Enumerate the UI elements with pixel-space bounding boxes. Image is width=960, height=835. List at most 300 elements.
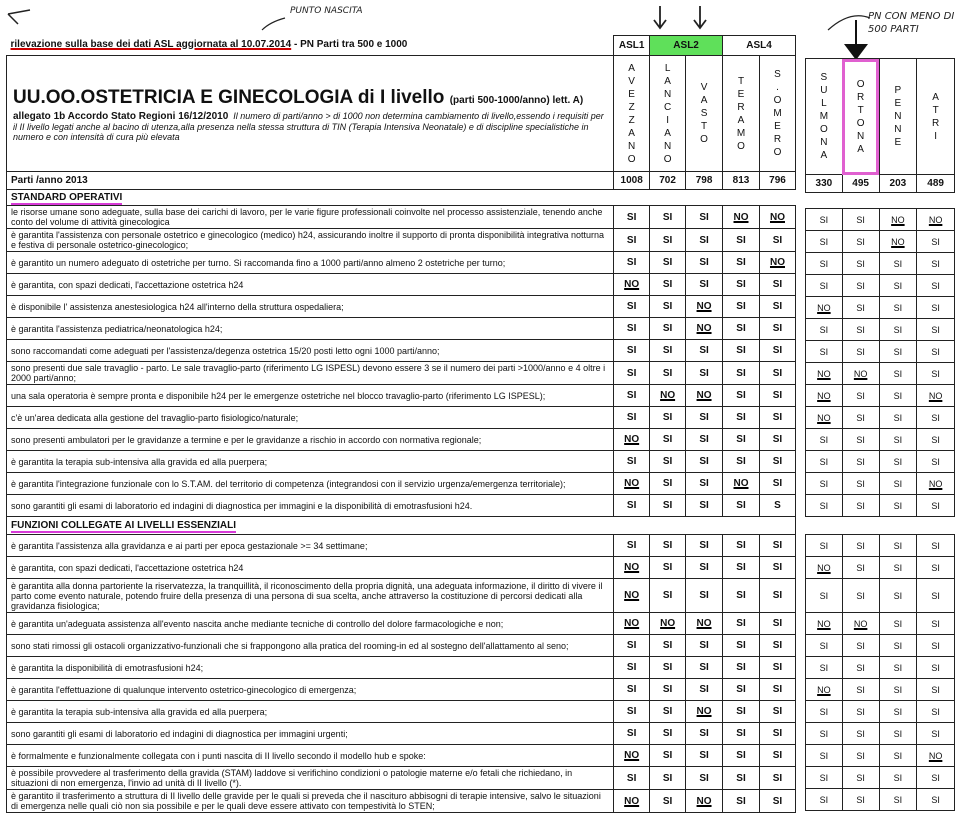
hospital-name-avezzano: [614, 56, 650, 172]
table-row: [7, 451, 796, 473]
status-cell: SI: [879, 535, 917, 557]
status-cell: SI: [614, 318, 650, 340]
criterion-label: sono garantiti gli esami di laboratorio ed indagini di diagnostica per immagini e la disponibilità di emotrasfusioni h24.: [7, 495, 614, 517]
status-cell: SI: [650, 473, 686, 495]
hospital-letter: I: [666, 114, 669, 126]
table-row: [7, 657, 796, 679]
status-cell: SI: [650, 318, 686, 340]
hospital-letter: E: [628, 88, 635, 100]
table-row: [806, 297, 955, 319]
status-cell: SI: [917, 495, 955, 517]
status-cell: SI: [879, 723, 917, 745]
table-row: [806, 473, 955, 495]
title-cell: [7, 56, 614, 172]
hospital-letter: A: [857, 143, 864, 155]
status-cell: SI: [759, 274, 795, 296]
status-cell: SI: [759, 429, 795, 451]
status-cell: SI: [842, 767, 879, 789]
hospital-letter: R: [773, 134, 782, 145]
status-cell: SI: [723, 557, 760, 579]
status-cell: SI: [686, 429, 723, 451]
status-cell: NO: [917, 385, 955, 407]
status-cell: SI: [806, 745, 843, 767]
criterion-label: è garantita l'assistenza pediatrica/neonatologica h24;: [7, 318, 614, 340]
status-cell: SI: [723, 429, 760, 451]
status-cell: SI: [842, 635, 879, 657]
status-cell: SI: [917, 297, 955, 319]
status-cell: SI: [842, 253, 879, 275]
status-cell: SI: [650, 296, 686, 318]
table-row: [7, 407, 796, 429]
hospital-letter: O: [700, 134, 708, 145]
status-cell: SI: [879, 385, 917, 407]
status-cell: SI: [879, 429, 917, 451]
hospital-letter: A: [628, 127, 635, 139]
status-cell: SI: [759, 385, 795, 407]
hospital-letter: M: [736, 127, 746, 139]
status-cell: SI: [842, 319, 879, 341]
hospital-letter: N: [663, 88, 672, 100]
table-row: [7, 229, 796, 252]
status-cell: SI: [686, 657, 723, 679]
hospital-name-lanciano: [650, 56, 686, 172]
table-row: [7, 252, 796, 274]
hospital-letter: N: [894, 124, 902, 135]
hospital-letter: N: [663, 140, 672, 152]
status-cell: SI: [879, 657, 917, 679]
status-cell: SI: [650, 557, 686, 579]
status-cell: SI: [879, 341, 917, 363]
status-cell: SI: [686, 206, 723, 229]
parti-count: 489: [917, 175, 955, 193]
hospital-letter: I: [934, 130, 937, 142]
status-cell: SI: [879, 745, 917, 767]
section-funzioni: FUNZIONI COLLEGATE AI LIVELLI ESSENZIALI: [7, 517, 796, 535]
status-cell: SI: [614, 657, 650, 679]
status-cell: SI: [879, 767, 917, 789]
hospital-letter: S: [700, 108, 708, 119]
table-row: [7, 723, 796, 745]
status-cell: SI: [723, 229, 760, 252]
big-down-arrow-icon: [844, 20, 868, 60]
status-cell: SI: [917, 657, 955, 679]
table-row: [806, 319, 955, 341]
status-cell: NO: [806, 613, 843, 635]
status-cell: SI: [917, 319, 955, 341]
status-cell: SI: [686, 679, 723, 701]
status-cell: SI: [686, 635, 723, 657]
status-cell: SI: [879, 253, 917, 275]
hospital-letter: Z: [628, 114, 635, 126]
status-cell: SI: [614, 296, 650, 318]
criterion-label: sono stati rimossi gli ostacoli organizzativo-funzionali che si frappongono alla pratica del rooming-in ed al sostegno dell'allattamento al seno;: [7, 635, 614, 657]
status-cell: NO: [614, 790, 650, 813]
status-cell: SI: [806, 723, 843, 745]
pn-range-text: - PN Parti tra 500 e 1000: [291, 39, 408, 51]
table-row: [806, 679, 955, 701]
status-cell: SI: [759, 790, 795, 813]
status-cell: SI: [806, 657, 843, 679]
asl4-header: [723, 36, 796, 56]
criterion-label: è garantita la terapia sub-intensiva alla gravida ed alla puerpera;: [7, 451, 614, 473]
status-cell: SI: [806, 253, 843, 275]
hospital-letter: O: [773, 95, 782, 106]
status-cell: NO: [650, 613, 686, 635]
table-row: [7, 473, 796, 495]
hospital-letter: Z: [628, 101, 635, 113]
hospital-name-atri: [917, 59, 955, 175]
status-cell: SI: [806, 579, 843, 613]
status-cell: SI: [650, 362, 686, 385]
status-cell: SI: [806, 701, 843, 723]
status-cell: SI: [614, 635, 650, 657]
status-cell: SI: [650, 635, 686, 657]
status-cell: SI: [686, 362, 723, 385]
status-cell: SI: [842, 209, 879, 231]
status-cell: SI: [842, 557, 879, 579]
status-cell: SI: [879, 297, 917, 319]
status-cell: SI: [842, 407, 879, 429]
status-cell: SI: [686, 579, 723, 613]
status-cell: SI: [806, 319, 843, 341]
status-cell: SI: [650, 701, 686, 723]
status-cell: SI: [879, 495, 917, 517]
status-cell: SI: [842, 429, 879, 451]
status-cell: SI: [723, 252, 760, 274]
hospital-letter: R: [857, 91, 865, 103]
status-cell: SI: [806, 767, 843, 789]
hospital-letter: U: [820, 85, 828, 96]
criterion-label: è garantita la disponibilità di emotrasfusioni h24;: [7, 657, 614, 679]
hospital-letter: R: [932, 117, 940, 129]
page-title: UU.OO.OSTETRICIA E GINECOLOGIA di I livello: [13, 87, 445, 108]
status-cell: SI: [650, 790, 686, 813]
table-row: [7, 701, 796, 723]
status-cell: SI: [614, 451, 650, 473]
table-row: [7, 790, 796, 813]
status-cell: SI: [917, 535, 955, 557]
status-cell: SI: [842, 341, 879, 363]
status-cell: SI: [686, 473, 723, 495]
status-cell: SI: [759, 296, 795, 318]
status-cell: SI: [759, 579, 795, 613]
status-cell: SI: [917, 579, 955, 613]
status-cell: SI: [879, 789, 917, 811]
status-cell: NO: [806, 557, 843, 579]
status-cell: SI: [723, 790, 760, 813]
status-cell: SI: [917, 275, 955, 297]
criterion-label: è possibile provvedere al trasferimento della gravida (STAM) laddove si verifichino condizioni o patologie materne e/o fetali che richiedano, in situazioni di non emergenza, l'invio ad unità di II livello (*).: [7, 767, 614, 790]
status-cell: NO: [614, 274, 650, 296]
status-cell: NO: [842, 613, 879, 635]
hospital-name-sulmona: [806, 59, 843, 175]
hospital-letter: A: [664, 127, 671, 139]
status-cell: NO: [614, 579, 650, 613]
hospital-letter: A: [737, 114, 745, 126]
status-cell: SI: [842, 231, 879, 253]
hospital-letter: E: [894, 98, 902, 109]
status-cell: SI: [917, 341, 955, 363]
criterion-label: è garantita, con spazi dedicati, l'accettazione ostetrica h24: [7, 274, 614, 296]
down-arrow-icon: [654, 6, 666, 28]
status-cell: SI: [614, 407, 650, 429]
pn-meno-note: PN CON MENO DI 500 PARTI: [868, 11, 955, 35]
table-row: [806, 341, 955, 363]
asl2-header: [650, 36, 723, 56]
table-row: [7, 429, 796, 451]
hospital-letter: M: [773, 108, 782, 119]
status-cell: NO: [759, 252, 795, 274]
table-row: [806, 535, 955, 557]
status-cell: SI: [759, 473, 795, 495]
parti-count: 702: [650, 172, 686, 190]
status-cell: NO: [686, 318, 723, 340]
hospital-letter: E: [774, 121, 781, 132]
status-cell: NO: [614, 429, 650, 451]
hospital-letter: A: [628, 62, 635, 74]
status-cell: SI: [723, 579, 760, 613]
status-cell: SI: [879, 363, 917, 385]
hospital-letter: A: [820, 150, 828, 161]
status-cell: SI: [650, 407, 686, 429]
table-row: [7, 745, 796, 767]
table-row: [7, 579, 796, 613]
status-cell: SI: [806, 451, 843, 473]
table-row: [806, 745, 955, 767]
table-row: [7, 495, 796, 517]
status-cell: SI: [650, 451, 686, 473]
status-cell: NO: [806, 407, 843, 429]
arrow-icon: [8, 10, 30, 24]
parti-count: 813: [723, 172, 760, 190]
status-cell: SI: [806, 635, 843, 657]
status-cell: SI: [723, 318, 760, 340]
status-cell: SI: [842, 385, 879, 407]
arrow-icon: [262, 18, 285, 30]
hospital-name-penne: [879, 59, 917, 175]
criterion-label: è garantita un'adeguata assistenza all'evento nascita anche mediante tecniche di controllo del dolore farmacologiche e non;: [7, 613, 614, 635]
criterion-label: è garantita l'assistenza alla gravidanza e ai parti per epoca gestazionale >= 34 settimane;: [7, 535, 614, 557]
status-cell: SI: [842, 451, 879, 473]
table-row: [7, 206, 796, 229]
status-cell: SI: [806, 535, 843, 557]
small-pn-table: [805, 58, 955, 811]
hospital-letter: O: [773, 147, 782, 158]
status-cell: NO: [614, 745, 650, 767]
status-cell: SI: [806, 275, 843, 297]
hospital-letter: O: [737, 140, 745, 152]
table-row: [806, 209, 955, 231]
status-cell: SI: [879, 701, 917, 723]
hospital-letter: A: [700, 95, 708, 106]
table-row: [7, 535, 796, 557]
table-row: [806, 613, 955, 635]
parti-label: Parti /anno 2013: [7, 172, 614, 190]
status-cell: SI: [917, 723, 955, 745]
hospital-letter: M: [819, 111, 829, 122]
hospital-letter: N: [894, 111, 902, 122]
status-cell: SI: [842, 535, 879, 557]
hospital-letter: T: [737, 75, 745, 87]
status-cell: SI: [650, 657, 686, 679]
status-cell: SI: [759, 767, 795, 790]
status-cell: SI: [806, 495, 843, 517]
table-row: [7, 767, 796, 790]
criterion-label: è garantito il trasferimento a struttura di II livello delle gravide per le quali si preveda che il nascituro abbisogni di terapie intensive, salvo le situazioni di emergenza nelle quali ciò non sia possibile e per le quali deve essere attivato con tempestività lo STEN;: [7, 790, 614, 813]
status-cell: SI: [759, 535, 795, 557]
table-row: [806, 275, 955, 297]
status-cell: SI: [759, 407, 795, 429]
status-cell: SI: [917, 253, 955, 275]
parti-count: 1008: [614, 172, 650, 190]
parti-count: 203: [879, 175, 917, 193]
hospital-letter: N: [857, 130, 865, 142]
hospital-letter: O: [627, 153, 636, 165]
status-cell: SI: [879, 473, 917, 495]
status-cell: SI: [806, 473, 843, 495]
status-cell: SI: [759, 679, 795, 701]
status-cell: SI: [806, 789, 843, 811]
criterion-label: è garantita alla donna partoriente la riservatezza, la tranquillità, il riconoscimento della propria dignità, una adeguata informazione, il diritto di vivere il parto come evento naturale, potendo fruire della presenza di una persona di sua scelta, anche attraverso la costituzione di percorsi dedicati alla gravidanza fisiologica;: [7, 579, 614, 613]
hospital-letter: O: [856, 117, 865, 129]
status-cell: SI: [879, 635, 917, 657]
status-cell: SI: [723, 340, 760, 362]
status-cell: SI: [723, 495, 760, 517]
down-arrow-icon: [694, 6, 706, 28]
status-cell: NO: [917, 745, 955, 767]
status-cell: SI: [879, 407, 917, 429]
table-row: [806, 579, 955, 613]
status-cell: SI: [723, 613, 760, 635]
status-cell: SI: [879, 451, 917, 473]
table-row: [806, 231, 955, 253]
hospital-letter: T: [701, 121, 708, 132]
criterion-label: è garantita l'assistenza con personale ostetrico e ginecologico (medico) h24, assicurando inoltre il supporto di pronta disponibilità integrativa notturna e festiva di personale ostetrico-ginecologico;: [7, 229, 614, 252]
status-cell: NO: [806, 385, 843, 407]
status-cell: SI: [723, 407, 760, 429]
criterion-label: una sala operatoria è sempre pronta e disponibile h24 per le emergenze ostetriche nel blocco travaglio-parto (riferimento LG ISPESL);: [7, 385, 614, 407]
hospital-letter: A: [664, 75, 671, 87]
status-cell: NO: [686, 613, 723, 635]
hospital-letter: S: [820, 72, 828, 83]
table-row: [806, 701, 955, 723]
status-cell: SI: [879, 679, 917, 701]
status-cell: NO: [917, 209, 955, 231]
status-cell: SI: [842, 745, 879, 767]
status-cell: SI: [686, 557, 723, 579]
hospital-letter: C: [663, 101, 672, 113]
table-row: [806, 789, 955, 811]
table-row: [7, 362, 796, 385]
status-cell: SI: [759, 318, 795, 340]
status-cell: NO: [686, 385, 723, 407]
punto-nascita-note: PUNTO NASCITA: [290, 6, 363, 16]
status-cell: SI: [842, 473, 879, 495]
status-cell: SI: [917, 429, 955, 451]
status-cell: SI: [614, 535, 650, 557]
status-cell: SI: [759, 362, 795, 385]
table-row: [806, 723, 955, 745]
table-row: [7, 385, 796, 407]
status-cell: SI: [650, 723, 686, 745]
status-cell: SI: [723, 701, 760, 723]
table-row: [806, 635, 955, 657]
parti-count: 495: [842, 175, 879, 193]
status-cell: NO: [723, 206, 760, 229]
criterion-label: è garantita, con spazi dedicati, l'accettazione ostetrica h24: [7, 557, 614, 579]
status-cell: SI: [614, 252, 650, 274]
status-cell: NO: [686, 790, 723, 813]
status-cell: SI: [806, 231, 843, 253]
status-cell: SI: [650, 495, 686, 517]
status-cell: SI: [686, 274, 723, 296]
table-row: [806, 767, 955, 789]
status-cell: SI: [879, 579, 917, 613]
status-cell: SI: [686, 407, 723, 429]
table-row: [806, 385, 955, 407]
status-cell: SI: [842, 297, 879, 319]
table-row: [7, 635, 796, 657]
status-cell: SI: [917, 789, 955, 811]
criterion-label: sono presenti ambulatori per le gravidanze a termine e per le gravidanze a rischio in accordo con normativa regionale;: [7, 429, 614, 451]
status-cell: NO: [806, 363, 843, 385]
status-cell: SI: [650, 767, 686, 790]
status-cell: SI: [686, 229, 723, 252]
status-cell: SI: [879, 319, 917, 341]
status-cell: SI: [650, 429, 686, 451]
table-row: [806, 363, 955, 385]
hospital-letter: T: [857, 104, 864, 116]
allegato-label: allegato 1b Accordo Stato Regioni 16/12/2010: [13, 111, 229, 122]
main-table: [6, 35, 796, 813]
status-cell: SI: [917, 407, 955, 429]
status-cell: SI: [759, 723, 795, 745]
status-cell: SI: [614, 495, 650, 517]
status-cell: SI: [686, 535, 723, 557]
hospital-letter: S: [774, 69, 781, 80]
status-cell: SI: [759, 613, 795, 635]
rilevazione-text: rilevazione sulla base dei dati ASL aggiornata al 10.07.2014: [10, 39, 292, 51]
table-row: [7, 318, 796, 340]
status-cell: SI: [806, 209, 843, 231]
table-row: [7, 613, 796, 635]
hospital-name-ortona: [842, 59, 879, 175]
status-cell: SI: [723, 362, 760, 385]
status-cell: SI: [614, 206, 650, 229]
section-standard: STANDARD OPERATIVI: [7, 190, 796, 206]
hospital-letter: R: [737, 101, 745, 113]
status-cell: SI: [759, 701, 795, 723]
hospital-name-teramo: [723, 56, 760, 172]
hospital-letter: O: [856, 78, 865, 90]
status-cell: NO: [806, 679, 843, 701]
status-cell: SI: [686, 723, 723, 745]
criterion-label: le risorse umane sono adeguate, sulla base dei carichi di lavoro, per le varie figure professionali coinvolte nel processo assistenziale, tenendo anche conto del volume di attività ginecologica: [7, 206, 614, 229]
table-row: [806, 429, 955, 451]
status-cell: SI: [842, 579, 879, 613]
status-cell: SI: [650, 679, 686, 701]
status-cell: SI: [650, 579, 686, 613]
status-cell: SI: [614, 723, 650, 745]
status-cell: SI: [723, 657, 760, 679]
status-cell: SI: [842, 679, 879, 701]
criterion-label: è garantito un numero adeguato di ostetriche per turno. Si raccomanda fino a 1000 parti/anno almeno 2 ostetriche per turno;: [7, 252, 614, 274]
status-cell: SI: [723, 745, 760, 767]
status-cell: SI: [723, 385, 760, 407]
criterion-label: sono raccomandati come adeguati per l'assistenza/degenza ostetrica 15/20 posti letto ogni 1000 parti/anno;: [7, 340, 614, 362]
status-cell: SI: [723, 679, 760, 701]
status-cell: SI: [614, 362, 650, 385]
